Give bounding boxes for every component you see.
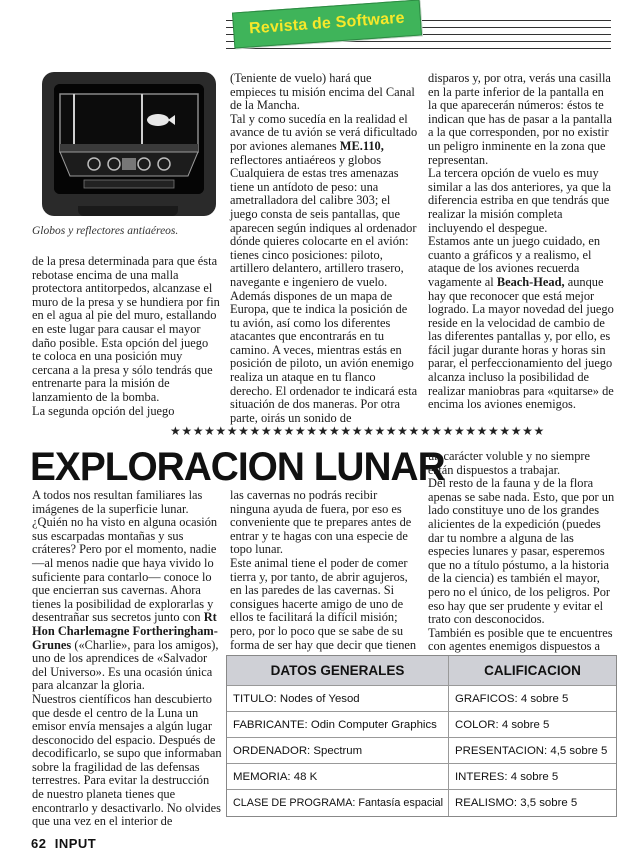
article-column-middle-bottom bbox=[230, 489, 420, 652]
table-cell-title: TITULO: Nodes of Yesod bbox=[233, 692, 360, 705]
figure-caption: Globos y reflectores antiaéreos. bbox=[32, 225, 179, 237]
text-run: A todos nos resultan familiares las imágenes de la superficie lunar. ¿Quién no ha visto en alguna ocasión sus escarpadas montañas y sus cráteres? Pero por el momento, nadie —al menos nadie que haya vivido lo suficiente para contarlo— conoce lo que encierran sus cavernas. Ahora tienes la posibilidad de explorarlas y desentrañar sus secretos junto con bbox=[32, 488, 218, 625]
paragraph: de la presa determinada para que ésta rebotase encima de una malla protectora antitorpedos, alcanzase el muro de la presa y se hundiera por fin en el agua al pie del muro, estallando en este lugar para causar el mayor daño posible. Esta opción del juego te coloca en una posición muy cercana a la presa y sólo tendrás que entrenarte para la misión de lanzamiento de la bomba. bbox=[32, 254, 220, 404]
table-header-rating: CALIFICACION bbox=[449, 656, 616, 685]
game-scene-graphic bbox=[54, 84, 204, 194]
bold-character-name: Rt Hon Charlemagne Fortheringham-Grunes bbox=[32, 610, 218, 652]
page-footer bbox=[31, 836, 96, 851]
paragraph: Cualquiera de estas tres amenazas tiene un antídoto de peso: una ametralladora del calibre 303; el juego consta de seis pantallas, que aparecen según indiques al ordenador dónde quieres colocarte en el avión: tienes cinco posiciones: piloto, artillero delantero, artillero trasero, navegante e ingeniero de vuelo. bbox=[230, 166, 417, 289]
paragraph: Del resto de la fauna y de la flora apenas se sabe nada. Esto, que por un lado constituye uno de los grandes alicientes de la expedición (puedes dar tu nombre a alguna de las especies lunares y pasar, esperemos que no a título póstumo, a la historia de la ciencia) es también el mayor, pero no el único, de los peligros. Por eso hay que ser prudente y evitar el trato con desconocidos. bbox=[428, 476, 615, 627]
table-cell-graphics-rating: GRAFICOS: 4 sobre 5 bbox=[455, 692, 569, 705]
header-rule-5 bbox=[226, 48, 611, 49]
text-run: Tal y como sucedía en la realidad el avance de tu avión se verá dificultado por aviones alemanes bbox=[230, 111, 418, 153]
table-cell-memory: MEMORIA: 48 K bbox=[233, 770, 318, 783]
monitor-base bbox=[78, 206, 178, 216]
paragraph: La tercera opción de vuelo es muy similar a las dos anteriores, ya que la diferencia estriba en que tendrás que realizar la misión completa incluyendo el despegue. bbox=[428, 166, 612, 235]
text-run: («Charlie», para los amigos), uno de los aprendices de «Salvador del Universo». Es una ocasión única para alcanzar la gloria. bbox=[32, 637, 219, 693]
article-column-right-bottom bbox=[428, 450, 615, 654]
article-headline: EXPLORACION LUNAR bbox=[30, 445, 445, 489]
paragraph: También es posible que te encuentres con agentes enemigos dispuestos a bbox=[428, 625, 613, 654]
paragraph: La segunda opción del juego bbox=[32, 403, 175, 418]
table-cell-interest-rating: INTERES: 4 sobre 5 bbox=[455, 770, 559, 783]
table-cell-realism-rating: REALISMO: 3,5 sobre 5 bbox=[455, 796, 578, 809]
table-header-general-data: DATOS GENERALES bbox=[227, 656, 448, 685]
bold-game-name: Beach-Head, bbox=[496, 274, 565, 289]
section-banner-title: Revista de Software bbox=[248, 9, 406, 38]
magazine-name: INPUT bbox=[54, 836, 97, 851]
paragraph: Nuestros científicos han descubierto que desde el centro de la Luna un emisor envía mensajes a algún lugar desconocido del espacio. Después de decodificarlo, se supo que informaban sobre la fragilidad de las defensas terrestres. Para evitar la destrucción de nuestro planeta tienes que encontrarlo y desactivarlo. No olvides que una vez en el interior de bbox=[32, 691, 222, 829]
paragraph: Este animal tiene el poder de comer tierra y, por tanto, de abrir agujeros, en las paredes de las cavernas. Si consigues hacerte amigo de uno de ellos te facilitará la difícil misión; pero, por lo poco que se sabe de su forma de ser hay que decir que tienen bbox=[230, 555, 417, 652]
paragraph: (Teniente de vuelo) hará que empieces tu misión encima del Canal de la Mancha. bbox=[230, 71, 415, 113]
article-column-left-top bbox=[32, 255, 220, 418]
text-run: Estamos ante un juego cuidado, en cuanto a gráficos y a realismo, el ataque de los aviones recuerda vagamente al bbox=[428, 234, 601, 289]
paragraph bbox=[32, 489, 222, 693]
paragraph: disparos y, por otra, verás una casilla en la parte inferior de la pantalla en la que aparecerán números: éstos te indican que has de pasar a la pantalla a la que corresponden, por no existir un peligro inminente en la zona que representan. bbox=[428, 71, 613, 167]
bold-aircraft-name: ME.110, bbox=[339, 138, 384, 153]
table-cell-color-rating: COLOR: 4 sobre 5 bbox=[455, 718, 550, 731]
paragraph: un carácter voluble y no siempre están dispuestos a trabajar. bbox=[428, 449, 591, 477]
table-cell-program-type: CLASE DE PROGRAMA: Fantasía espacial bbox=[233, 796, 444, 809]
paragraph: las cavernas no podrás recibir ninguna ayuda de fuera, por eso es conveniente que te prepares antes de entrar y te hagas con una especie de topo lunar. bbox=[230, 488, 412, 557]
star-separator: ★★★★★★★★★★★★★★★★★★★★★★★★★★★★★★★★★ bbox=[170, 424, 545, 438]
paragraph bbox=[230, 113, 419, 167]
article-column-right-top bbox=[428, 72, 615, 412]
table-cell-presentation-rating: PRESENTACION: 4,5 sobre 5 bbox=[455, 744, 608, 757]
paragraph: Además dispones de un mapa de Europa, que te indica la posición de tu avión, así como los diferentes atacantes que encontrarás en tu camino. A veces, mientras estás en posición de piloto, un avión enemigo realiza un ataque en tu flanco derecho. El ordenador te indicará esta situación de dos maneras. Por otra parte, oirás un sonido de bbox=[230, 288, 418, 425]
paragraph bbox=[428, 235, 615, 412]
article-column-middle-top bbox=[230, 72, 419, 425]
article-column-left-bottom bbox=[32, 489, 222, 829]
game-screenshot bbox=[54, 84, 204, 194]
table-cell-publisher: FABRICANTE: Odin Computer Graphics bbox=[233, 718, 437, 731]
game-screenshot-figure bbox=[42, 72, 216, 216]
game-data-table bbox=[226, 655, 617, 817]
text-run: reflectores antiaéreos y globos bbox=[230, 152, 382, 167]
page-number: 62 bbox=[31, 836, 47, 851]
table-cell-computer: ORDENADOR: Spectrum bbox=[233, 744, 363, 757]
text-run: aunque hay que reconocer que está mejor logrado. La mayor novedad del juego reside en la velocidad de cambio de las diferentes pantallas y, por ello, es fácil jugar durante horas y horas sin parar, el perfeccionamiento del juego alcanza incluso la posibilidad de realizar maniobras para «quitarse» de encima los aviones enemigos. bbox=[428, 274, 614, 412]
